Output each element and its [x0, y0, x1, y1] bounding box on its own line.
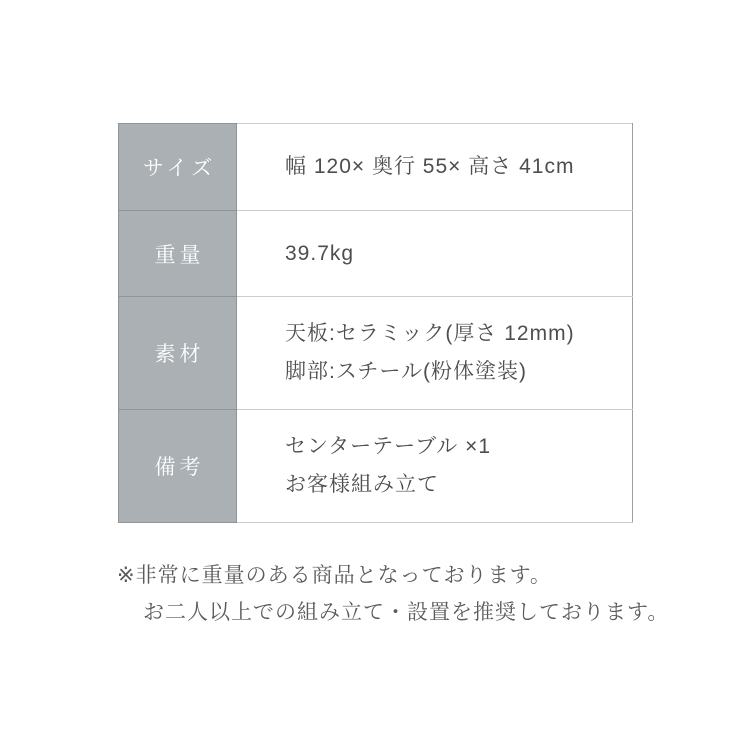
row-header-material: 素材: [119, 297, 237, 410]
table-row-remarks: [119, 410, 633, 523]
table-row-weight: [119, 211, 633, 297]
note-line-2: お二人以上での組み立て・設置を推奨しております。: [143, 601, 670, 624]
size-value-text: 幅 120× 奥行 55× 高さ 41cm: [285, 155, 575, 178]
note-line-1: ※非常に重量のある商品となっております。: [117, 564, 552, 587]
weight-caution-notes: [117, 557, 669, 631]
remarks-item-text: センターテーブル ×1: [285, 435, 492, 458]
table-row-size: [119, 124, 633, 211]
row-value-size: [237, 124, 633, 211]
spec-table: [118, 123, 633, 523]
row-value-weight: [237, 211, 633, 297]
row-value-material: [237, 297, 633, 410]
weight-value-text: 39.7kg: [285, 241, 355, 265]
row-header-remarks: 備考: [119, 410, 237, 523]
row-header-weight: 重量: [119, 211, 237, 297]
row-header-size: サイズ: [119, 124, 237, 211]
material-legs-text: 脚部:スチール(粉体塗装): [285, 360, 527, 383]
material-top-text: 天板:セラミック(厚さ 12mm): [285, 322, 575, 345]
remarks-assembly-text: お客様組み立て: [285, 473, 439, 496]
table-row-material: [119, 297, 633, 410]
row-value-remarks: [237, 410, 633, 523]
